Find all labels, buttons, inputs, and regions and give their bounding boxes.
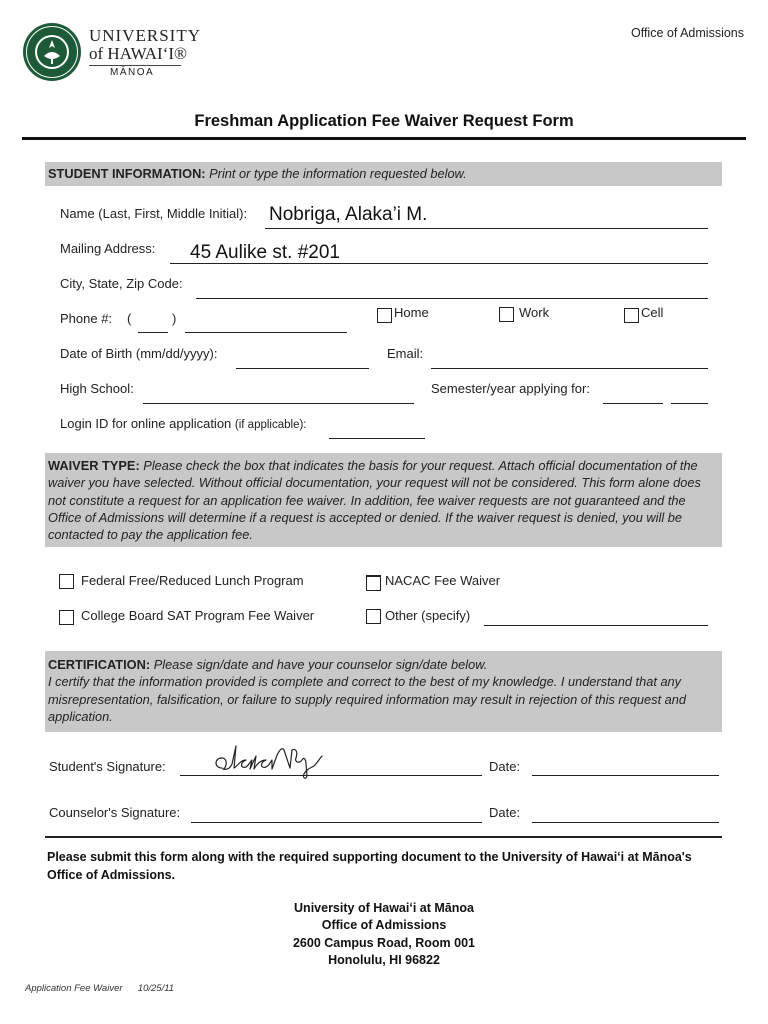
- waiver-instruction: Please check the box that indicates the basis for your request. Attach official documentation of the waiver you have selected. Without official documentation, your request will not be considered. This form alone does not constitute a request for an application fee waiver. In addition, fee waiver requests are not guaranteed and the Office of Admissions will determine if a request is accepted or denied. If the waiver request is denied, you will be contacted to pay the application fee.: [48, 458, 701, 543]
- student-info-instruction: Print or type the information requested below.: [209, 166, 467, 181]
- nacac-mark: [366, 575, 381, 576]
- login-label: [60, 416, 307, 431]
- login-label-note: (if applicable):: [234, 419, 307, 431]
- student-info-banner: [45, 162, 722, 186]
- address-label: Mailing Address:: [60, 241, 156, 256]
- school-label: High School:: [60, 381, 134, 396]
- address-line1: University of Hawaiʻi at Mānoa: [294, 901, 474, 915]
- form-id-name: Application Fee Waiver: [25, 983, 123, 994]
- certification-line1: Please sign/date and have your counselor sign/date below.: [153, 657, 488, 672]
- phone-cell-checkbox[interactable]: [624, 308, 639, 323]
- student-signature-image: [210, 738, 330, 782]
- page-title: Freshman Application Fee Waiver Request Form: [194, 112, 574, 130]
- semester-field[interactable]: [603, 403, 663, 404]
- other-checkbox[interactable]: [366, 609, 381, 624]
- footer-rule: [45, 836, 722, 838]
- address-line2: Office of Admissions: [321, 918, 447, 933]
- year-field[interactable]: [671, 403, 708, 404]
- phone-home-checkbox[interactable]: [377, 308, 392, 323]
- title-rule: [22, 137, 746, 140]
- university-line3: MĀNOA: [110, 67, 155, 78]
- sat-checkbox[interactable]: [59, 610, 74, 625]
- login-label-main: Login ID for online application: [60, 416, 232, 431]
- certification-body: I certify that the information provided is complete and correct to the best of my knowledge. I understand that any misrepresentation, falsification, or failure to supply required information may result in rejection of this request and application.: [48, 674, 687, 724]
- university-line1: UNIVERSITY: [89, 26, 201, 45]
- waiver-heading: WAIVER TYPE:: [48, 458, 140, 473]
- nacac-label: NACAC Fee Waiver: [385, 573, 501, 588]
- phone-label: Phone #:: [60, 311, 113, 326]
- email-label: Email:: [387, 346, 424, 361]
- mailing-address-block: [0, 900, 768, 969]
- address-line4: Honolulu, HI 96822: [328, 952, 440, 967]
- office-label: Office of Admissions: [630, 26, 744, 40]
- university-wordmark: [89, 27, 199, 78]
- phone-cell-label: Cell: [641, 305, 664, 320]
- student-info-heading: STUDENT INFORMATION:: [48, 166, 206, 181]
- student-date-field[interactable]: [532, 775, 719, 776]
- phone-number-field[interactable]: [185, 332, 347, 333]
- student-signature-label: Student's Signature:: [49, 759, 166, 774]
- university-line2: of HAWAIʻI®: [89, 44, 187, 63]
- counselor-date-field[interactable]: [532, 822, 719, 823]
- counselor-signature-field[interactable]: [191, 822, 482, 823]
- name-label: Name (Last, First, Middle Initial):: [60, 206, 248, 221]
- school-field[interactable]: [143, 403, 414, 404]
- address-line3: 2600 Campus Road, Room 001: [292, 935, 475, 950]
- nacac-checkbox[interactable]: [366, 576, 381, 591]
- city-label: City, State, Zip Code:: [60, 276, 183, 291]
- student-date-label: Date:: [489, 759, 521, 774]
- login-field[interactable]: [329, 438, 425, 439]
- other-specify-field[interactable]: [484, 625, 708, 626]
- other-label: Other (specify): [385, 608, 471, 623]
- address-value: 45 Aulike st. #201: [190, 242, 340, 263]
- email-field[interactable]: [431, 368, 708, 369]
- sat-label: College Board SAT Program Fee Waiver: [81, 608, 315, 623]
- phone-area-close: ): [172, 311, 177, 326]
- dob-field[interactable]: [236, 368, 369, 369]
- phone-work-checkbox[interactable]: [499, 307, 514, 322]
- phone-home-label: Home: [394, 305, 429, 320]
- phone-work-label: Work: [519, 305, 550, 320]
- counselor-date-label: Date:: [489, 805, 521, 820]
- city-field[interactable]: [196, 298, 708, 299]
- certification-banner: [45, 651, 722, 732]
- lunch-checkbox[interactable]: [59, 574, 74, 589]
- form-id-date: 10/25/11: [137, 983, 175, 994]
- counselor-signature-label: Counselor's Signature:: [49, 805, 181, 820]
- dob-label: Date of Birth (mm/dd/yyyy):: [60, 346, 218, 361]
- waiver-banner: [45, 453, 722, 547]
- university-seal-logo: [22, 22, 82, 82]
- form-id: [25, 983, 174, 994]
- semester-label: Semester/year applying for:: [431, 381, 590, 396]
- phone-area-field[interactable]: [138, 332, 168, 333]
- phone-area-open: (: [127, 311, 132, 326]
- submit-instructions: Please submit this form along with the required supporting document to the University of Hawaiʻi at Mānoa's Office of Admissions.: [47, 850, 692, 882]
- lunch-label: Federal Free/Reduced Lunch Program: [81, 573, 304, 588]
- certification-heading: CERTIFICATION:: [48, 657, 151, 672]
- name-field[interactable]: [265, 228, 708, 229]
- name-value: Nobriga, Alaka’i M.: [269, 204, 428, 225]
